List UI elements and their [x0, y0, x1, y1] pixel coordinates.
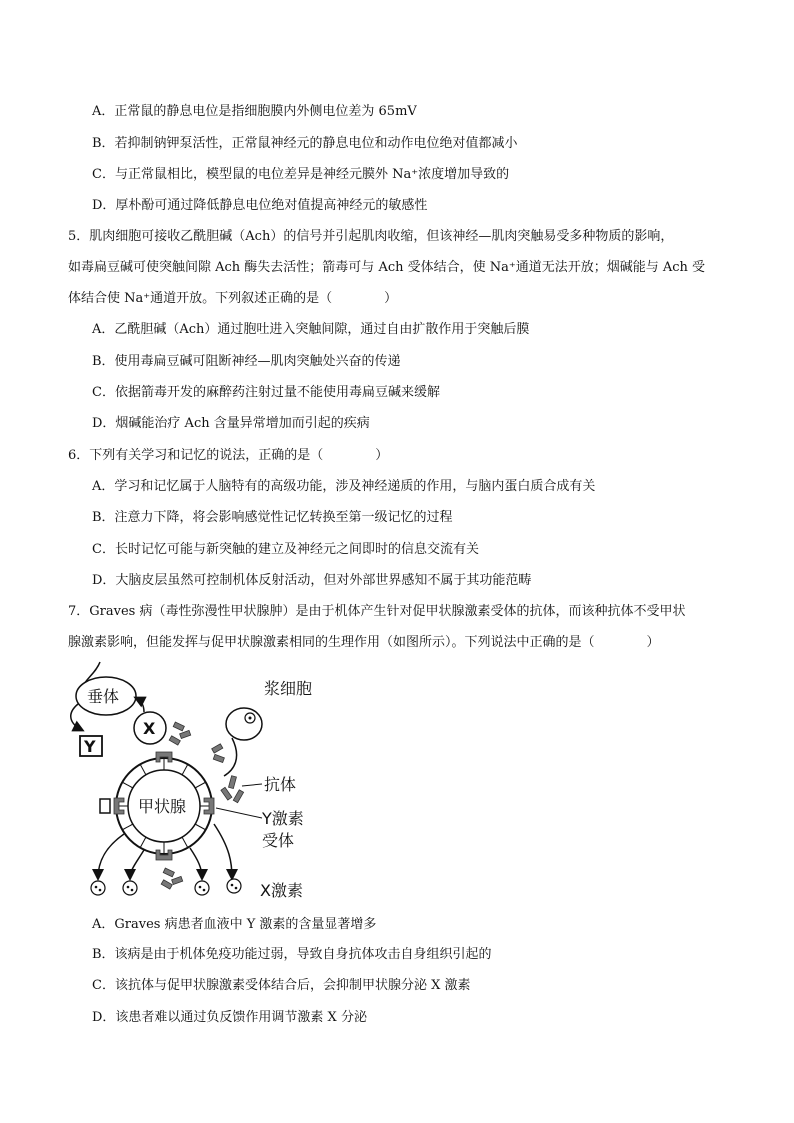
antibody-label: 抗体 [264, 775, 297, 794]
q4-option-c: C．与正常鼠相比，模型鼠的电位差异是神经元膜外 Na⁺浓度增加导致的 [92, 167, 510, 182]
pituitary-to-y-arrow [71, 704, 82, 730]
q6-option-d: D．大脑皮层虽然可控制机体反射活动，但对外部世界感知不属于其功能范畴 [92, 573, 532, 588]
x-hormone-feedback-symbol: X [143, 719, 156, 738]
antibody-leader [242, 784, 262, 786]
q6-stem-line-1: 6．下列有关学习和记忆的说法，正确的是（ ） [68, 448, 389, 463]
q4-option-b: B．若抑制钠钾泵活性，正常鼠神经元的静息电位和动作电位绝对值都减小 [92, 136, 518, 151]
q5-option-c: C．依据箭毒开发的麻醉药注射过量不能使用毒扁豆碱来缓解 [92, 385, 440, 400]
free-antibody-2 [212, 744, 225, 763]
plasma-cell-label: 浆细胞 [264, 679, 313, 698]
free-antibody-1 [169, 722, 191, 745]
pituitary-label: 垂体 [87, 687, 120, 706]
q4-option-d: D．厚朴酚可通过降低静息电位绝对值提高神经元的敏感性 [92, 198, 428, 213]
y-receptor-leader [216, 808, 262, 818]
plasma-cell-nucleolus [249, 717, 252, 720]
y-receptor-label-line-2: 受体 [262, 831, 295, 850]
free-antibody-3 [161, 868, 183, 889]
q5-stem-line-3: 体结合使 Na⁺通道开放。下列叙述正确的是（ ） [68, 291, 398, 306]
y-receptor-label-line-1: Y激素 [262, 809, 304, 828]
q7-option-c: C．该抗体与促甲状腺激素受体结合后，会抑制甲状腺分泌 X 激素 [92, 978, 471, 993]
q7-stem-line-2: 腺激素影响，但能发挥与促甲状腺激素相同的生理作用（如图所示）。下列说法中正确的是（ ） [68, 635, 660, 650]
y-hormone-symbol: Y [84, 737, 96, 756]
q7-option-a: A．Graves 病患者血液中 Y 激素的含量显著增多 [92, 917, 377, 932]
q5-option-d: D．烟碱能治疗 Ach 含量异常增加而引起的疾病 [92, 416, 370, 431]
q4-option-a: A．正常鼠的静息电位是指细胞膜内外侧电位差为 65mV [92, 104, 417, 119]
q7-option-d: D．该患者难以通过负反馈作用调节激素 X 分泌 [92, 1010, 367, 1025]
q5-option-a: A．乙酰胆碱（Ach）通过胞吐进入突触间隙，通过自由扩散作用于突触后膜 [92, 322, 530, 337]
q7-option-b: B．该病是由于机体免疫功能过弱，导致自身抗体攻击自身组织引起的 [92, 947, 492, 962]
graves-disease-figure [64, 658, 364, 906]
q6-option-b: B．注意力下降，将会影响感觉性记忆转换至第一级记忆的过程 [92, 510, 453, 525]
left-y-bound [100, 799, 110, 813]
x-hormone-label: X激素 [260, 881, 303, 900]
thyroid-label: 甲状腺 [138, 797, 187, 816]
q5-stem-line-1: 5．肌肉细胞可接收乙酰胆碱（Ach）的信号并引起肌肉收缩，但该神经—肌肉突触易受多种物质的影响， [68, 229, 674, 244]
q5-option-b: B．使用毒扁豆碱可阻断神经—肌肉突触处兴奋的传递 [92, 354, 401, 369]
plasma-cell-tail [224, 738, 237, 776]
q5-stem-line-2: 如毒扁豆碱可使突触间隙 Ach 酶失去活性；箭毒可与 Ach 受体结合，使 Na⁺通道无法开放；烟碱能与 Ach 受 [68, 260, 706, 275]
q6-option-c: C．长时记忆可能与新突触的建立及神经元之间即时的信息交流有关 [92, 542, 479, 557]
plasma-cell [226, 708, 262, 740]
q6-option-a: A．学习和记忆属于人脑特有的高级功能，涉及神经递质的作用，与脑内蛋白质合成有关 [92, 479, 596, 494]
bound-antibody [221, 776, 244, 803]
x-to-pituitary-arrow [136, 698, 144, 712]
q7-stem-line-1: 7．Graves 病（毒性弥漫性甲状腺肿）是由于机体产生针对促甲状腺激素受体的抗体，而该种抗体不受甲状 [68, 604, 686, 619]
